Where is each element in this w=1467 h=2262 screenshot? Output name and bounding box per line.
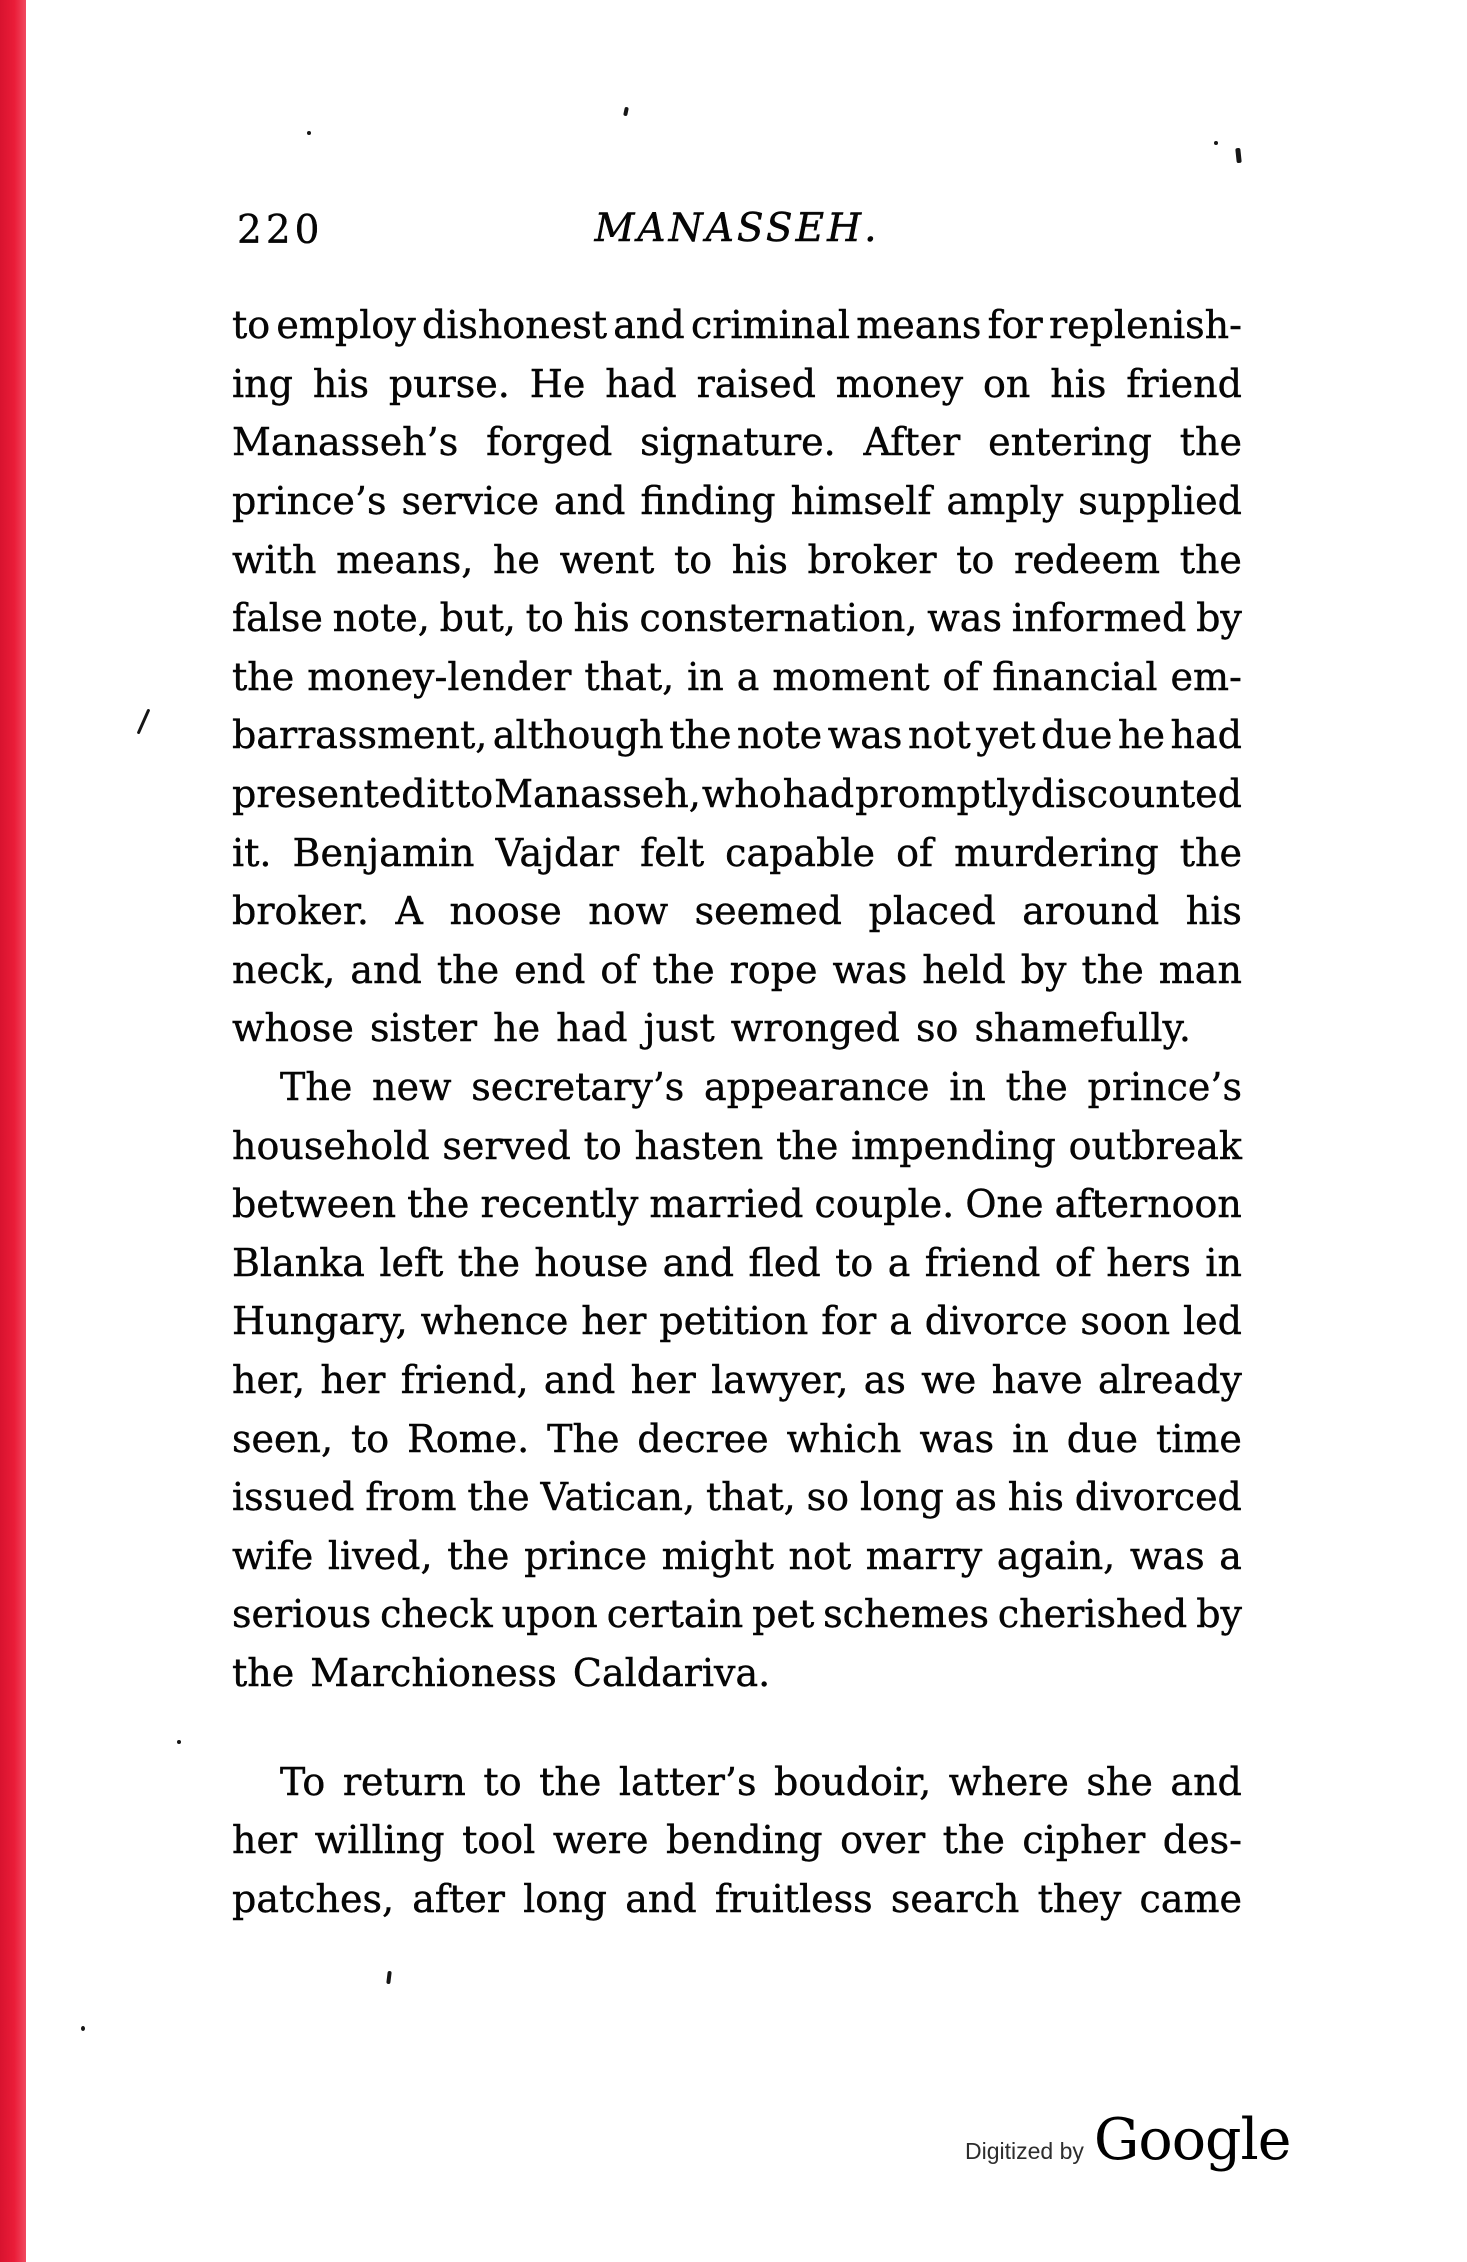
word: the [436, 947, 500, 992]
word: money [835, 361, 964, 406]
word: em- [1170, 654, 1242, 699]
word: had [782, 772, 855, 817]
word: house [534, 1240, 649, 1285]
word: couple. [814, 1182, 955, 1227]
text-line [232, 355, 1242, 414]
word: hasten [634, 1123, 764, 1168]
word: new [372, 1065, 452, 1110]
word: led [1183, 1299, 1242, 1344]
digitized-by-label: Digitized by [965, 2138, 1084, 2164]
word: Manasseh’s [232, 420, 459, 465]
word: himself [790, 479, 932, 524]
text-line [232, 413, 1242, 472]
word: Benjamin [292, 830, 475, 875]
word: time [1155, 1416, 1242, 1461]
word: ing [232, 361, 293, 406]
word: on [983, 361, 1031, 406]
word: A [395, 889, 423, 934]
word: amply [946, 479, 1064, 524]
word: over [840, 1818, 926, 1863]
word: held [922, 947, 1006, 992]
word: of [1054, 1240, 1092, 1285]
word: after [412, 1876, 505, 1921]
word: discounted [1030, 772, 1242, 817]
word: but, [439, 596, 516, 641]
running-title: MANASSEH. [594, 206, 880, 251]
word: schemes [823, 1592, 989, 1637]
word: household [232, 1123, 430, 1168]
word: by [1196, 1592, 1242, 1637]
word: not [788, 1533, 852, 1578]
word: search [890, 1876, 1020, 1921]
word: marry [865, 1533, 983, 1578]
word: to [956, 537, 995, 582]
text-line [232, 765, 1242, 824]
word: we [921, 1357, 977, 1402]
paragraph [232, 296, 1242, 1058]
word: the [447, 1533, 510, 1578]
word: to [583, 1123, 622, 1168]
paragraph [232, 1752, 1242, 1928]
word: to [454, 772, 494, 817]
word: was [827, 713, 903, 758]
word: long [523, 1876, 607, 1921]
word: the [407, 1182, 470, 1227]
word: bending [666, 1818, 823, 1863]
ink-speck [1235, 148, 1242, 163]
word: due [1041, 713, 1113, 758]
word: tool [462, 1818, 536, 1863]
word: broker. [232, 889, 369, 934]
word: his [573, 596, 630, 641]
word: seemed [694, 889, 842, 934]
word: finding [640, 479, 776, 524]
word: of [600, 947, 638, 992]
word: the [539, 1759, 602, 1804]
word: promptly [855, 772, 1030, 817]
word: note [737, 713, 823, 758]
word: yet [976, 713, 1036, 758]
word: means, [336, 537, 474, 582]
word: rope [729, 947, 818, 992]
word: was [919, 1416, 995, 1461]
word: was [832, 947, 908, 992]
word: Vatican, [540, 1475, 696, 1520]
text-line: the Marchioness Caldariva. [232, 1650, 771, 1695]
word: check [380, 1592, 493, 1637]
word: with [232, 537, 317, 582]
word: for [821, 1299, 877, 1344]
word: the [1081, 947, 1144, 992]
word: moment [772, 654, 930, 699]
word: it. [232, 830, 272, 875]
word: signature. [640, 420, 836, 465]
text-line [232, 941, 1242, 1000]
ink-speck [1214, 141, 1218, 145]
word: not [908, 713, 971, 758]
word: where [948, 1759, 1069, 1804]
word: whence [420, 1299, 569, 1344]
text-line [232, 1526, 1242, 1585]
word: came [1139, 1876, 1242, 1921]
word: decree [637, 1416, 769, 1461]
text-line [232, 1585, 1242, 1644]
word: employ [276, 303, 416, 348]
word: the [652, 947, 715, 992]
word: prince [524, 1533, 647, 1578]
word: petition [659, 1299, 809, 1344]
word: her [320, 1357, 386, 1402]
word: divorced [1074, 1475, 1242, 1520]
text-line [232, 1409, 1242, 1468]
word: To [280, 1759, 326, 1804]
word: the [776, 1123, 839, 1168]
word: the [457, 1240, 520, 1285]
word: of [896, 830, 934, 875]
word: were [552, 1818, 649, 1863]
word: it [426, 772, 454, 817]
word: redeem [1014, 537, 1161, 582]
word: married [649, 1182, 804, 1227]
word: again, [996, 1533, 1116, 1578]
word: as [863, 1357, 906, 1402]
word: by [1020, 947, 1067, 992]
word: Vajdar [495, 830, 620, 875]
word: appearance [704, 1065, 930, 1110]
word: the [1005, 1065, 1068, 1110]
word: so [806, 1475, 850, 1520]
word: in [949, 1065, 986, 1110]
word: to [525, 596, 564, 641]
ink-speck [307, 131, 311, 135]
word: lawyer, [711, 1357, 849, 1402]
word: hers [1106, 1240, 1191, 1285]
word: entering [988, 420, 1152, 465]
word: financial [992, 654, 1158, 699]
word: upon [501, 1592, 598, 1637]
word: that, [705, 1475, 796, 1520]
ink-speck [137, 709, 151, 735]
word: the [1179, 830, 1242, 875]
word: issued [232, 1475, 355, 1520]
word: cipher [1022, 1818, 1146, 1863]
word: The [280, 1065, 353, 1110]
word: capable [725, 830, 876, 875]
word: now [588, 889, 669, 934]
word: the [232, 654, 295, 699]
word: his [731, 537, 788, 582]
word: money-lender [307, 654, 572, 699]
word: in [1012, 1416, 1049, 1461]
word: due [1066, 1416, 1139, 1461]
word: around [1022, 889, 1160, 934]
word: by [1196, 596, 1242, 641]
word: man [1158, 947, 1242, 992]
word: informed [1011, 596, 1187, 641]
word: murdering [954, 830, 1159, 875]
word: he [1117, 713, 1165, 758]
text-line [232, 530, 1242, 589]
word: the [467, 1475, 530, 1520]
word: had [605, 361, 677, 406]
word: presented [232, 772, 426, 817]
word: a [887, 1240, 911, 1285]
word: fled [748, 1240, 821, 1285]
word: afternoon [1054, 1182, 1242, 1227]
word: which [786, 1416, 902, 1461]
word: he [492, 537, 540, 582]
word: prince’s [232, 479, 387, 524]
page-number: 220 [237, 208, 324, 253]
word: consternation, [639, 596, 918, 641]
word: to [483, 1759, 522, 1804]
word: his [312, 361, 369, 406]
word: went [559, 537, 655, 582]
word: long [859, 1475, 944, 1520]
google-logo: Google [1093, 2107, 1291, 2173]
text-line: whose sister he had just wronged so shamefully. [232, 1006, 1191, 1051]
word: soon [1080, 1299, 1171, 1344]
ink-speck [177, 1740, 181, 1744]
word: friend [924, 1240, 1041, 1285]
text-line [232, 823, 1242, 882]
word: patches, [232, 1876, 395, 1921]
word: had [1170, 713, 1242, 758]
word: already [1097, 1357, 1242, 1402]
word: for [987, 303, 1043, 348]
word: of [942, 654, 980, 699]
word: felt [640, 830, 705, 875]
word: divorce [924, 1299, 1068, 1344]
ink-speck [623, 107, 629, 117]
word: in [687, 654, 724, 699]
word: wife [232, 1533, 314, 1578]
body-text [232, 296, 1242, 1928]
word: and [662, 1240, 735, 1285]
word: One [965, 1182, 1044, 1227]
word: prince’s [1087, 1065, 1242, 1110]
word: seen, [232, 1416, 334, 1461]
word: certain [606, 1592, 744, 1637]
word: as [954, 1475, 997, 1520]
word: his [1185, 889, 1242, 934]
word: that, [584, 654, 675, 699]
text-line [232, 589, 1242, 648]
word: forged [486, 420, 613, 465]
word: des- [1162, 1818, 1242, 1863]
word: from [365, 1475, 457, 1520]
word: raised [696, 361, 816, 406]
word: outbreak [1068, 1123, 1242, 1168]
word: placed [868, 889, 996, 934]
word: her, [232, 1357, 306, 1402]
word: her [630, 1357, 696, 1402]
word: purse. [388, 361, 510, 406]
word: fruitless [714, 1876, 873, 1921]
word: her [232, 1818, 298, 1863]
word: Hungary, [232, 1299, 408, 1344]
word: He [529, 361, 586, 406]
word: and [625, 1876, 697, 1921]
word: between [232, 1182, 397, 1227]
word: neck, [232, 947, 336, 992]
word: Manasseh, [494, 772, 701, 817]
word: barrassment, [232, 713, 488, 758]
word: false [232, 596, 323, 641]
word: to [232, 303, 271, 348]
word: boudoir, [774, 1759, 932, 1804]
text-line [232, 1811, 1242, 1870]
word: the [1179, 537, 1242, 582]
word: they [1037, 1876, 1122, 1921]
word: and [350, 947, 422, 992]
word: was [1129, 1533, 1205, 1578]
word: serious [232, 1592, 372, 1637]
word: a [889, 1299, 912, 1344]
text-line [232, 1175, 1242, 1234]
text-line [232, 882, 1242, 941]
word: means [856, 303, 982, 348]
text-line [232, 1351, 1242, 1410]
text-line [232, 296, 1242, 355]
word: pet [752, 1592, 815, 1637]
word: service [401, 479, 540, 524]
word: and [554, 479, 626, 524]
word: she [1086, 1759, 1153, 1804]
word: After [863, 420, 961, 465]
word: the [1179, 420, 1242, 465]
word: return [342, 1759, 466, 1804]
paragraph [232, 1058, 1242, 1703]
word: a [1219, 1533, 1242, 1578]
digitization-credit [965, 2107, 1291, 2173]
word: latter’s [618, 1759, 757, 1804]
word: might [661, 1533, 774, 1578]
ink-speck [386, 1971, 392, 1984]
word: although [492, 713, 664, 758]
word: replenish- [1048, 303, 1242, 348]
text-line [232, 1058, 1242, 1117]
scan-edge-color-strip [0, 0, 26, 2262]
word: friend [1126, 361, 1242, 406]
word: left [379, 1240, 444, 1285]
word: in [1205, 1240, 1242, 1285]
ink-speck [81, 2026, 85, 2031]
text-line [232, 706, 1242, 765]
word: recently [480, 1182, 639, 1227]
word: and [1170, 1759, 1242, 1804]
word: impending [851, 1123, 1056, 1168]
word: broker [807, 537, 937, 582]
text-line [232, 1468, 1242, 1527]
word: supplied [1078, 479, 1242, 524]
word: was [927, 596, 1002, 641]
word: cherished [997, 1592, 1188, 1637]
word: noose [449, 889, 562, 934]
word: have [991, 1357, 1083, 1402]
word: willing [314, 1818, 445, 1863]
word: note, [332, 596, 430, 641]
word: a [736, 654, 760, 699]
word: and [543, 1357, 616, 1402]
word: Blanka [232, 1240, 365, 1285]
word: and [613, 303, 685, 348]
word: his [1007, 1475, 1064, 1520]
word: his [1050, 361, 1107, 406]
word: The [547, 1416, 620, 1461]
word: to [835, 1240, 874, 1285]
word: end [514, 947, 586, 992]
word: to [673, 537, 713, 582]
text-line [232, 1869, 1242, 1928]
word: secretary’s [471, 1065, 685, 1110]
word: who [701, 772, 782, 817]
word: the [669, 713, 732, 758]
text-line [232, 472, 1242, 531]
word: the [942, 1818, 1005, 1863]
word: lived, [327, 1533, 433, 1578]
word: friend, [400, 1357, 529, 1402]
text-line [232, 1116, 1242, 1175]
text-line [232, 1292, 1242, 1351]
word: criminal [690, 303, 851, 348]
word: Rome. [407, 1416, 530, 1461]
word: dishonest [421, 303, 608, 348]
word: to [350, 1416, 390, 1461]
text-line [232, 648, 1242, 707]
text-line [232, 1752, 1242, 1811]
word: her [581, 1299, 647, 1344]
word: served [442, 1123, 571, 1168]
text-line [232, 1234, 1242, 1293]
